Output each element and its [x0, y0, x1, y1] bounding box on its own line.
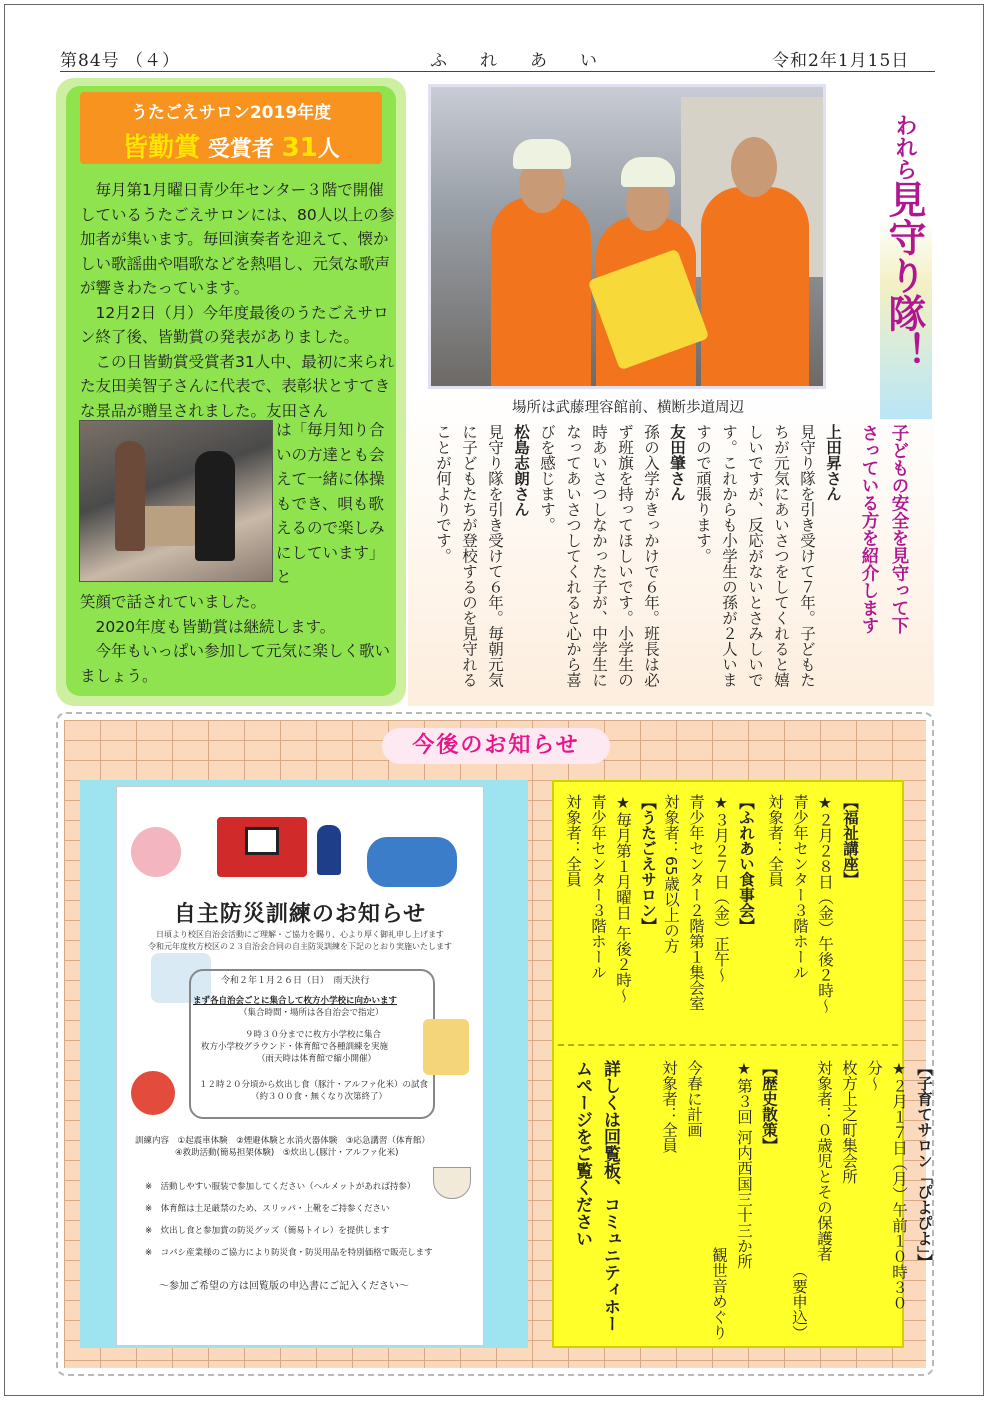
issue-number: 第84号 （４） [60, 51, 181, 71]
event-target: 対象者：全員 [660, 1060, 678, 1153]
person-name: 松島志朗さん [512, 424, 530, 517]
flyer-greeting: 令和元年度枚方校区の２３自治会合同の自主防災訓練を下記のとおり実施いたします [148, 942, 452, 951]
flyer-content: 訓練内容 ①起震車体験 ②煙避体験と水消火器体験 ③応急講習（体育館） [135, 1136, 430, 1146]
person-name: 友田肇さん [668, 424, 686, 502]
event-date: ★毎月第１月曜日 午後２時〜 [614, 794, 632, 1003]
event-date: ★２月１７日（月）午前１０時３０分〜 [865, 1060, 908, 1311]
flyer-date: 令和２年１月２６日（日） 雨天決行 [221, 976, 370, 986]
mimamori-photo [428, 84, 826, 389]
event-date: ★第３回 河内西国三十三か所 [735, 1060, 753, 1269]
salon-title-line1: うたごえサロン2019年度 [130, 103, 332, 123]
police-icon [317, 825, 341, 875]
firefighter-icon [423, 1019, 469, 1075]
award-photo [79, 420, 273, 582]
event-target: 対象者：全員 [564, 794, 582, 887]
photo-caption: 場所は武藤理容館前、横断歩道周辺 [512, 400, 744, 416]
first-aid-icon [367, 837, 457, 887]
event-heading: 【歴史散策】 [760, 1060, 778, 1153]
person-comment: 孫の入学がきっかけで６年。班長は必ず班旗を持ってほしいです。小学生の時あいさつしなかった子が、中学生になってあいさつしてくれると心から喜びを感じます。 [538, 424, 660, 688]
flyer-step-note: （約３００食・無くなり次第終了） [251, 1092, 388, 1102]
award-count: 31 [281, 133, 318, 163]
salon-title-box [80, 92, 382, 164]
event-date: ★３月２７日（金）正午〜 [712, 794, 730, 983]
event-footer-note: 詳しくは回覧板、コミュニティホームページをご覧ください [572, 1060, 620, 1332]
event-heading: 【子育てサロン「ぴよぴよ」】 [915, 1060, 933, 1270]
issue-date: 令和2年1月15日 [772, 51, 910, 71]
flyer-step-note: （雨天時は体育館で縮小開催） [257, 1054, 377, 1064]
salon-side-text: は「毎月知り合いの方達とも会えて一緒に体操もでき、唄も歌えるので楽しみにしています」と [276, 421, 385, 586]
award-unit: 人 [317, 137, 340, 162]
event-history [656, 1060, 781, 1340]
flyer-step: １２時２０分頃から炊出し食（豚汁・アルファ化米）の試食 [199, 1080, 428, 1090]
person-comment: 見守り隊を引き受けて６年。毎朝元気に子どもたちが登校するのを見守れることが何よりです。 [434, 424, 504, 688]
event-target: 対象者：０歳児とその保護者 [815, 1060, 833, 1262]
event-date: ★２月２８日（金）午後２時〜 [816, 794, 834, 1014]
notice-title: 今後のお知らせ [382, 728, 610, 764]
flyer-note: ※ 炊出し食と参加賞の防災グッズ（簡易トイレ）を提供します [145, 1226, 390, 1236]
award-label: 受賞者 [207, 137, 274, 162]
salon-paragraph: この日皆勤賞受賞者31人中、最初に来られた友田美智子さんに代表で、表彰状とすてきな景品が贈呈されました。友田さん [80, 352, 395, 420]
salon-paragraph: 毎月第1月曜日青少年センター３階で開催しているうたごえサロンには、80人以上の参加者が集います。毎回演奏者を迎えて、懐かしい歌謡曲や唱歌などを熱唱し、元気な歌声が響きわたっています。 [80, 181, 395, 297]
event-heading: 【福祉講座】 [841, 794, 859, 887]
event-target: 対象者：65歳以上の方 [662, 794, 680, 954]
flyer-footer: 〜参加ご希望の方は回覧版の申込書にご記入ください〜 [159, 1281, 409, 1292]
event-target: 対象者：全員 [766, 794, 784, 887]
flyer-greeting: 日頃より校区自治会活動にご理解・ご協力を賜り、心より厚く御礼申し上げます [156, 930, 444, 939]
event-utagoe [560, 794, 660, 1044]
event-meal [658, 794, 758, 1044]
event-kosodate [786, 1060, 936, 1340]
soup-bowl-icon [433, 1167, 471, 1199]
event-apply-note: （要申込） [790, 1262, 808, 1340]
flyer-note: ※ 体育館は土足厳禁のため、スリッパ・上靴をご持参ください [145, 1204, 390, 1214]
event-heading: 【ふれあい食事会】 [737, 794, 755, 934]
event-place: 青少年センター３階ホール [791, 794, 809, 980]
event-place: 枚方上之町集会所 [840, 1060, 858, 1184]
event-place: 青少年センター２階第１集会室 [687, 794, 705, 1011]
flyer-step: ９時３０分までに枚方小学校に集合 [245, 1030, 382, 1040]
disaster-drill-flyer [116, 786, 484, 1346]
person-comment: 見守り隊を引き受けて７年。子どもたちが元気にあいさつをしてくれると嬉しいですが、反応がないとさみしいです。これからも小学生の孫が２人いますので頑張ります。 [694, 424, 816, 688]
event-welfare [762, 794, 862, 1044]
flyer-step: 枚方小学校グラウンド・体育館で各種訓練を実施 [201, 1042, 389, 1052]
mimamori-intro: 子どもの安全を見守って下 さっている方を紹介します [859, 424, 909, 634]
salon-paragraph: 笑顔で話されていました。 [80, 593, 267, 611]
mimamori-body [418, 424, 846, 694]
header-rule [60, 71, 935, 72]
event-place: 観世音めぐり [710, 1247, 728, 1340]
flyer-note: ※ コパシ産業様のご協力により防災食・防災用品を特別価格で販売します [145, 1248, 433, 1258]
salon-paragraph: 2020年度も皆勤賞は継続します。 [95, 617, 336, 636]
salon-body-end [80, 590, 398, 688]
event-divider [558, 1044, 898, 1046]
mimamori-title-small: われら [892, 114, 917, 180]
person-name: 上田昇さん [824, 424, 842, 502]
fire-truck-window-icon [245, 827, 279, 855]
salon-paragraph: 今年もいっぱい参加して元気に楽しく歌いましょう。 [80, 642, 391, 685]
flyer-note: ※ 活動しやすい服装で参加してください（ヘルメットがあれば持参） [145, 1182, 416, 1192]
salon-paragraph: 12月2日（月）今年度最後のうたごえサロン終了後、皆勤賞の発表がありました。 [80, 303, 389, 346]
event-plan: 今春に計画 [685, 1060, 703, 1138]
salon-body [80, 178, 398, 423]
flyer-content: ④救助活動(簡易担架体験) ⑤炊出し(豚汁・アルファ化米) [175, 1148, 399, 1158]
mimamori-title-big: 見守り隊！ [882, 180, 926, 370]
event-heading: 【うたごえサロン】 [639, 794, 657, 934]
event-place: 青少年センター３階ホール [589, 794, 607, 980]
motorbike-icon [131, 1071, 175, 1115]
award-name: 皆勤賞 [122, 133, 201, 163]
mimamori-title [880, 92, 932, 392]
earthquake-icon [131, 827, 181, 877]
flyer-step: まず各自治会ごとに集合して枚方小学校に向かいます [193, 996, 398, 1006]
flyer-step-note: （集合時間・場所は各自治会で指定） [239, 1008, 384, 1018]
newsletter-title: ふ れ あ い [430, 51, 605, 71]
flyer-title: 自主防災訓練のお知らせ [173, 902, 427, 927]
salon-title-line2 [80, 127, 382, 164]
